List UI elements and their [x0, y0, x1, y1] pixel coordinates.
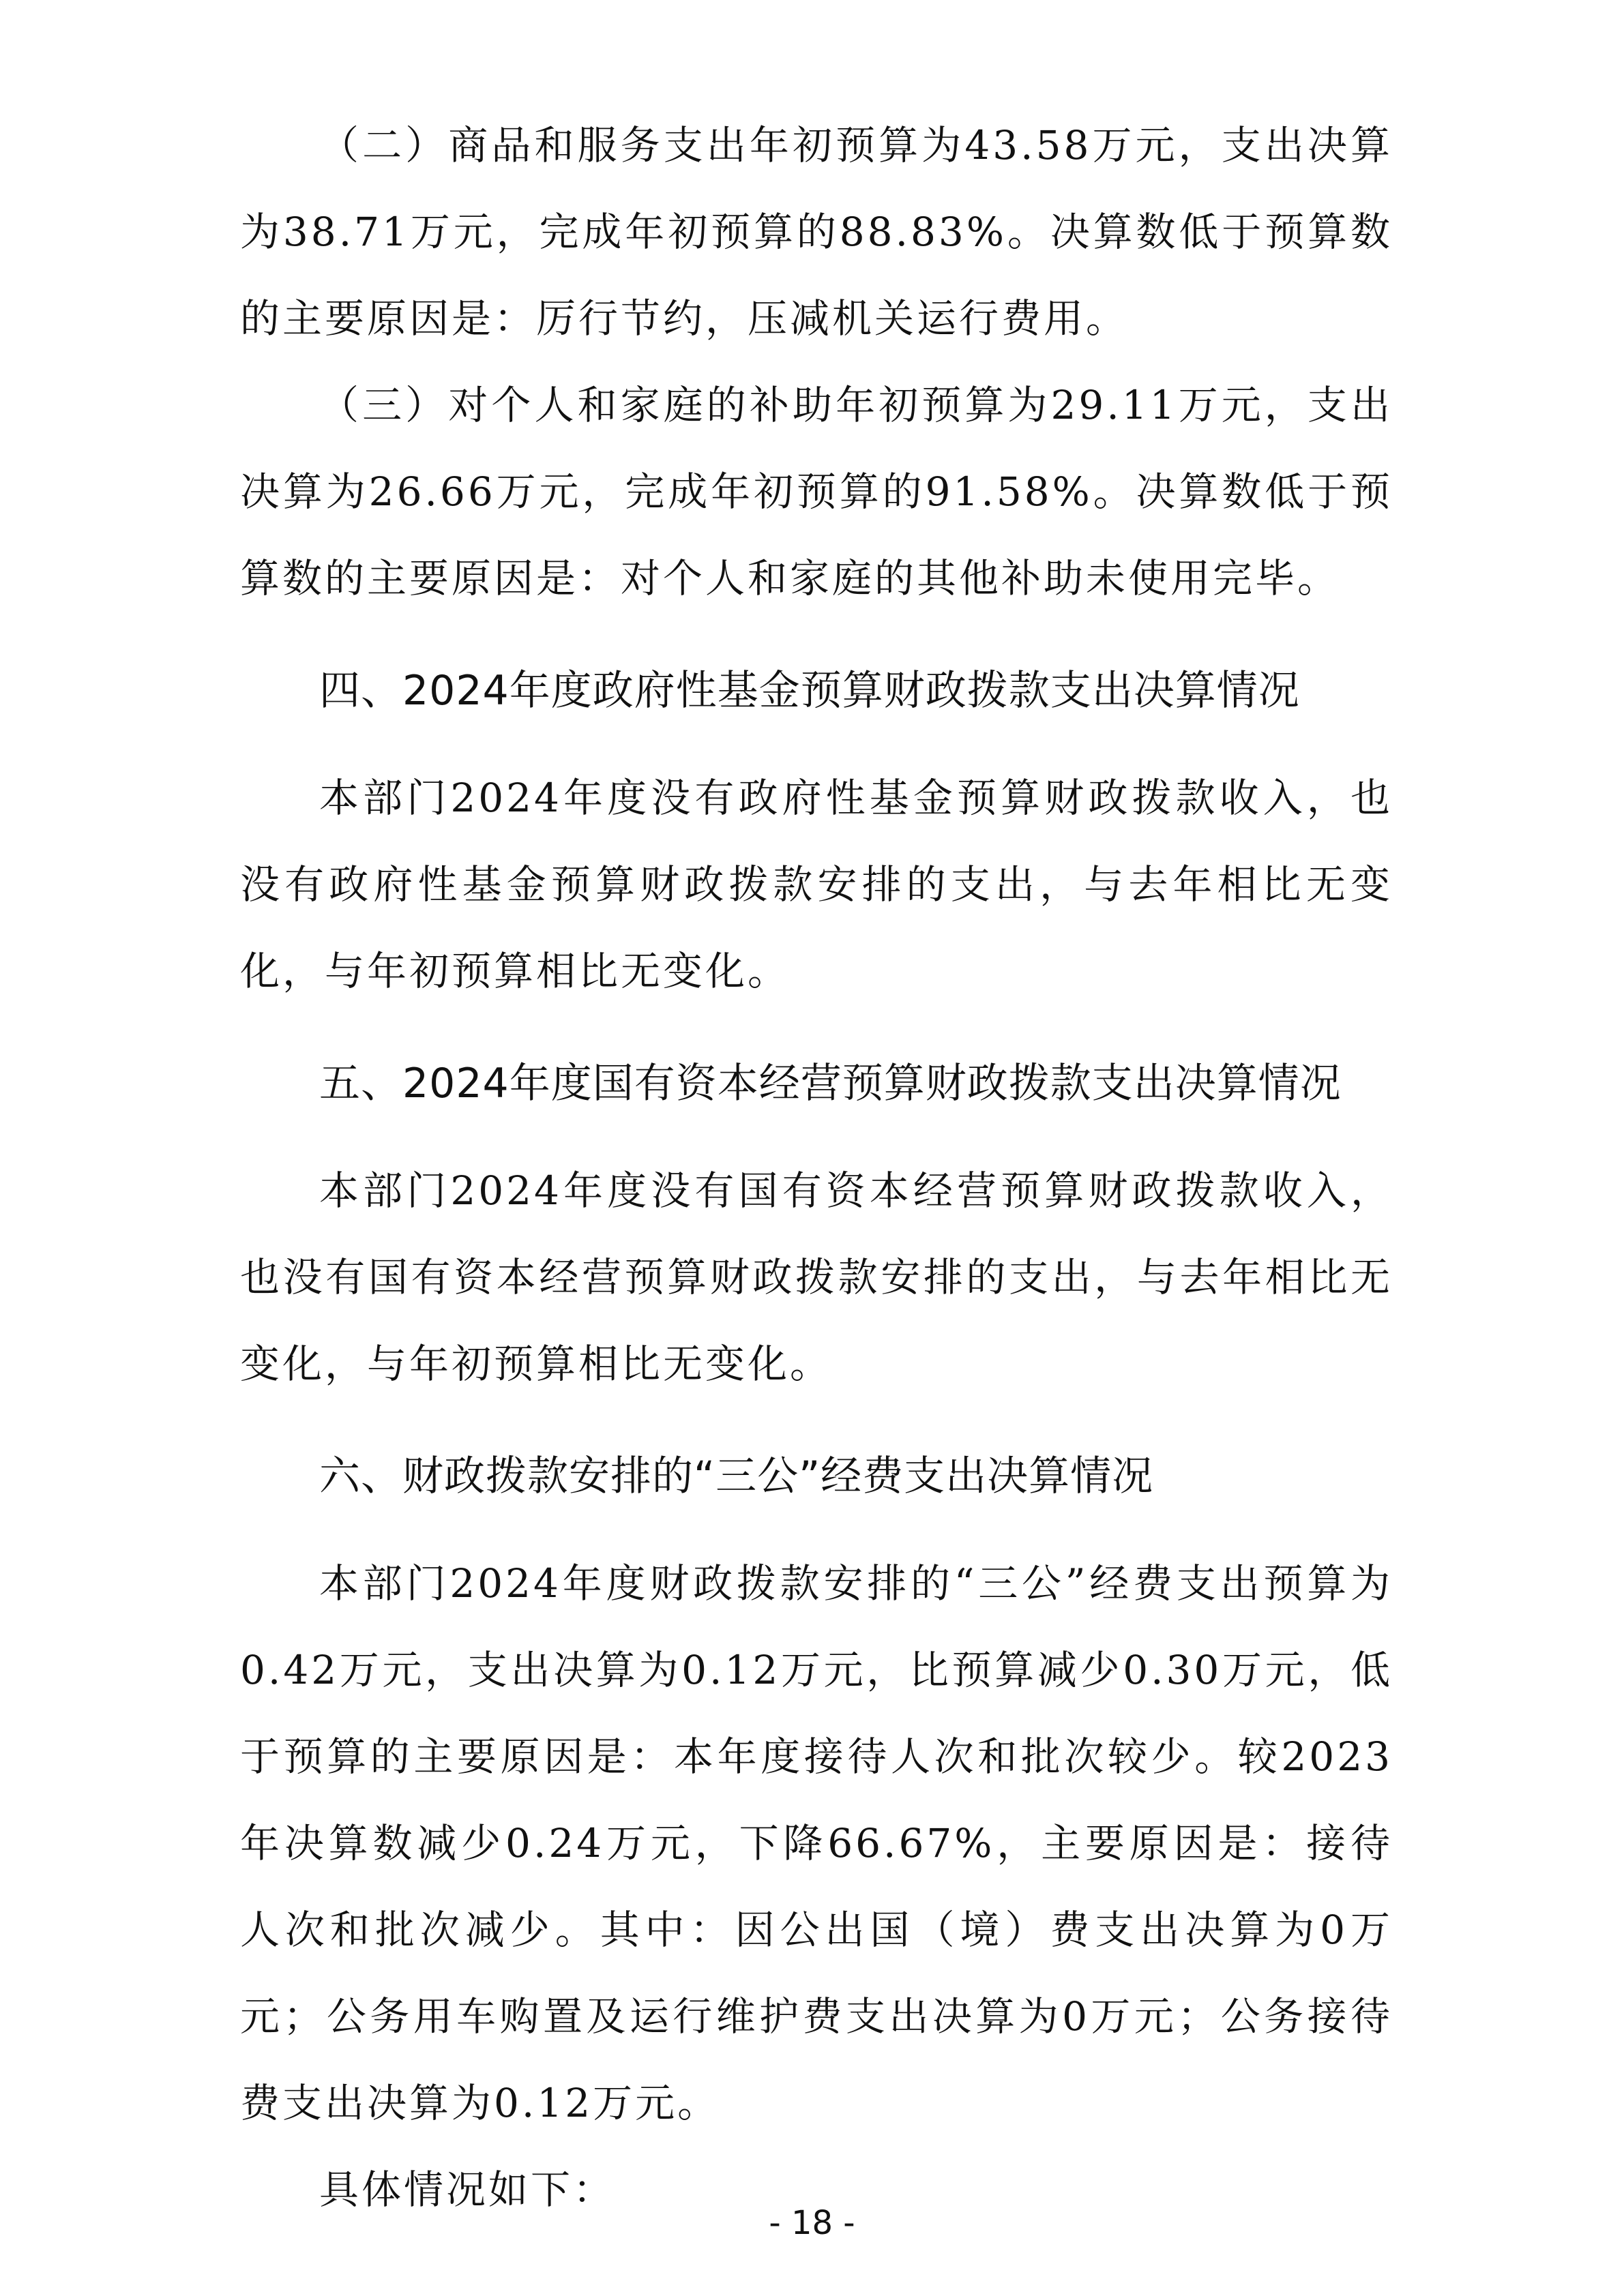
paragraph-three-public: 本部门2024年度财政拨款安排的“三公”经费支出预算为0.42万元，支出决算为0.12万元，比预算减少0.30万元，低于预算的主要原因是：本年度接待人次和批次较少。较2023年决算数减少0.24万元，下降66.67%，主要原因是：接待人次和批次减少。其中：因公出国（境）费支出决算为0万元；公务用车购置及运行维护费支出决算为0万元；公务接待费支出决算为0.12万元。: [240, 1560, 1393, 2126]
paragraph-state-capital: 本部门2024年度没有国有资本经营预算财政拨款收入，也没有国有资本经营预算财政拨款安排的支出，与去年相比无变化，与年初预算相比无变化。: [240, 1167, 1393, 1387]
section-heading-three-public: 六、财政拨款安排的“三公”经费支出决算情况: [319, 1452, 1154, 1500]
paragraph-goods-services: （二）商品和服务支出年初预算为43.58万元，支出决算为38.71万元，完成年初预算的88.83%。决算数低于预算数的主要原因是：厉行节约，压减机关运行费用。: [240, 122, 1393, 342]
section-heading-state-capital: 五、2024年度国有资本经营预算财政拨款支出决算情况: [319, 1060, 1342, 1107]
document-body: [240, 102, 1393, 2233]
paragraph-details-intro: 具体情况如下：: [319, 2166, 616, 2213]
paragraph-household-subsidy: （三）对个人和家庭的补助年初预算为29.11万元，支出决算为26.66万元，完成年初预算的91.58%。决算数低于预算数的主要原因是：对个人和家庭的其他补助未使用完毕。: [240, 382, 1393, 601]
paragraph-government-fund: 本部门2024年度没有政府性基金预算财政拨款收入，也没有政府性基金预算财政拨款安排的支出，与去年相比无变化，与年初预算相比无变化。: [240, 775, 1393, 994]
section-heading-government-fund: 四、2024年度政府性基金预算财政拨款支出决算情况: [319, 667, 1300, 715]
page-number: - 18 -: [769, 2204, 855, 2242]
